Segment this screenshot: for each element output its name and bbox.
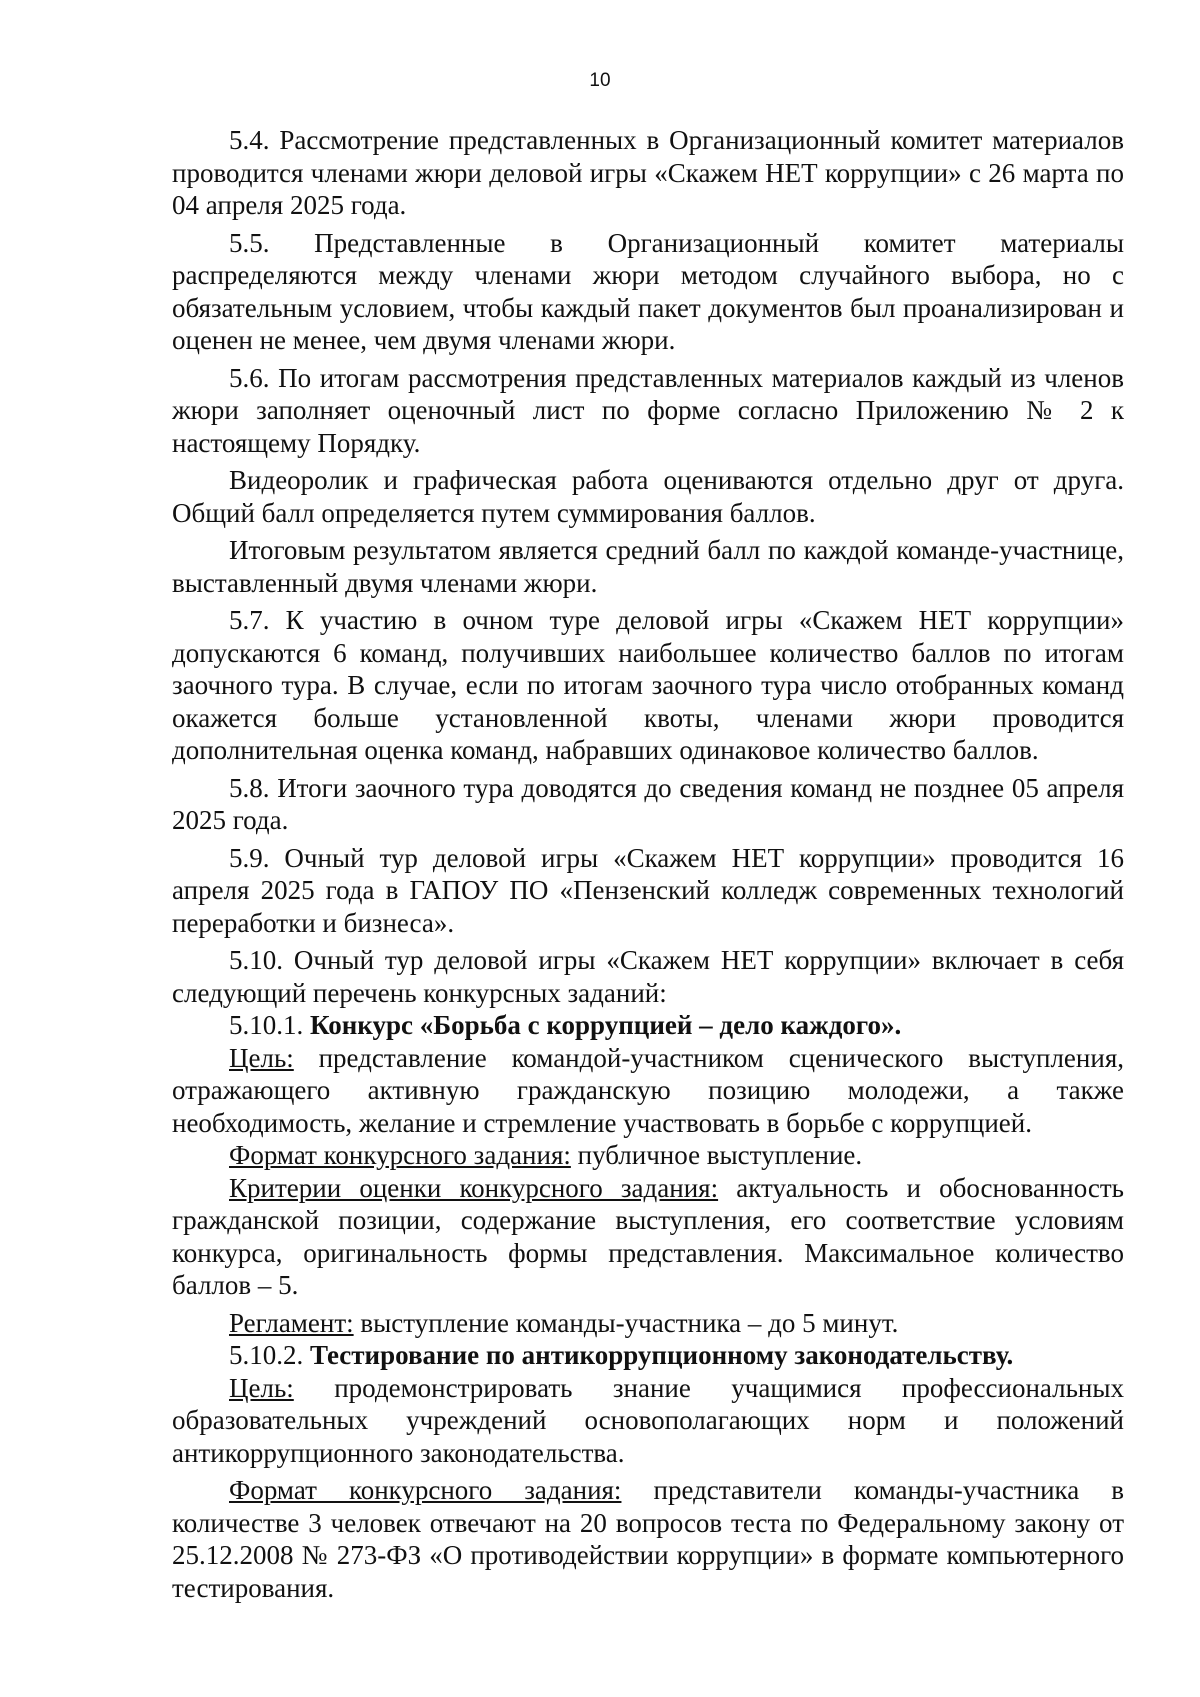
format-text: представители команды-участника в количестве 3 человек отвечают на 20 вопросов теста по Федеральному закону от 25.12.2008 № 273-ФЗ «О противодействии коррупции» в формате компьютерного тестирования.	[172, 1475, 1125, 1603]
section-5-10-2-heading	[172, 1339, 1124, 1372]
section-5-10-1-heading	[172, 1009, 1124, 1042]
goal-text: продемонстрировать знание учащимися профессиональных образовательных учреждений основополагающих норм и положений антикоррупционного законодательства.	[172, 1372, 1124, 1468]
criteria-text: актуальность и обоснованность гражданской позиции, содержание выступления, его соответствие условиям конкурса, оригинальность формы представления. Максимальное количество баллов – 5.	[172, 1172, 1124, 1300]
section-5-10-1-rules	[172, 1307, 1124, 1340]
rules-label: Регламент:	[229, 1307, 354, 1338]
goal-text: представление командой-участником сценического выступления, отражающего активную гражданскую позицию молодежи, а также необходимость, желание и стремление участвовать в борьбе с коррупцией.	[172, 1042, 1124, 1138]
paragraph-5-6: 5.6. По итогам рассмотрения представленных материалов каждый из членов жюри заполняет оценочный лист по форме согласно Приложению № 2 к настоящему Порядку.	[172, 362, 1124, 458]
section-number: 5.10.2.	[229, 1340, 304, 1370]
section-5-10-1-goal	[172, 1042, 1124, 1140]
paragraph-5-7: 5.7. К участию в очном туре деловой игры «Скажем НЕТ коррупции» допускаются 6 команд, получивших наибольшее количество баллов по итогам заочного тура. В случае, если по итогам заочного тура число отобранных команд окажется больше установленной квоты, членами жюри проводится дополнительная оценка команд, набравших одинаковое количество баллов.	[172, 605, 1124, 765]
goal-label: Цель:	[229, 1372, 294, 1403]
section-number: 5.10.1.	[229, 1010, 304, 1040]
format-label: Формат конкурсного задания:	[229, 1475, 622, 1505]
section-5-10-1-format	[172, 1139, 1124, 1172]
paragraph-5-9: 5.9. Очный тур деловой игры «Скажем НЕТ коррупции» проводится 16 апреля 2025 года в ГАПОУ ПО «Пензенский колледж современных технологий переработки и бизнеса».	[172, 842, 1124, 938]
section-title: Конкурс «Борьба с коррупцией – дело каждого».	[310, 1010, 902, 1040]
paragraph-5-10: 5.10. Очный тур деловой игры «Скажем НЕТ коррупции» включает в себя следующий перечень конкурсных заданий:	[172, 945, 1124, 1008]
rules-text: выступление команды-участника – до 5 минут.	[353, 1307, 899, 1338]
document-body	[172, 124, 1124, 1604]
paragraph-5-5: 5.5. Представленные в Организационный комитет материалы распределяются между членами жюри методом случайного выбора, но с обязательным условием, чтобы каждый пакет документов был проанализирован и оценен не менее, чем двумя членами жюри.	[172, 227, 1124, 355]
section-5-10-2-format	[172, 1474, 1124, 1604]
format-label: Формат конкурсного задания:	[229, 1140, 571, 1170]
paragraph-5-4: 5.4. Рассмотрение представленных в Организационный комитет материалов проводится членами жюри деловой игры «Скажем НЕТ коррупции» с 26 марта по 04 апреля 2025 года.	[172, 125, 1124, 220]
paragraph-final-score: Итоговым результатом является средний балл по каждой команде-участнице, выставленный двумя членами жюри.	[172, 535, 1124, 598]
section-5-10-2-goal	[172, 1372, 1124, 1470]
page-number: 10	[589, 70, 611, 91]
section-5-10-1-criteria	[172, 1172, 1124, 1302]
criteria-label: Критерии оценки конкурсного задания:	[229, 1172, 719, 1203]
paragraph-evaluation: Видеоролик и графическая работа оцениваются отдельно друг от друга. Общий балл определяется путем суммирования баллов.	[172, 465, 1124, 528]
section-title: Тестирование по антикоррупционному законодательству.	[310, 1340, 1014, 1370]
format-text: публичное выступление.	[570, 1140, 863, 1170]
paragraph-5-8: 5.8. Итоги заочного тура доводятся до сведения команд не позднее 05 апреля 2025 года.	[172, 772, 1124, 835]
goal-label: Цель:	[229, 1042, 294, 1073]
